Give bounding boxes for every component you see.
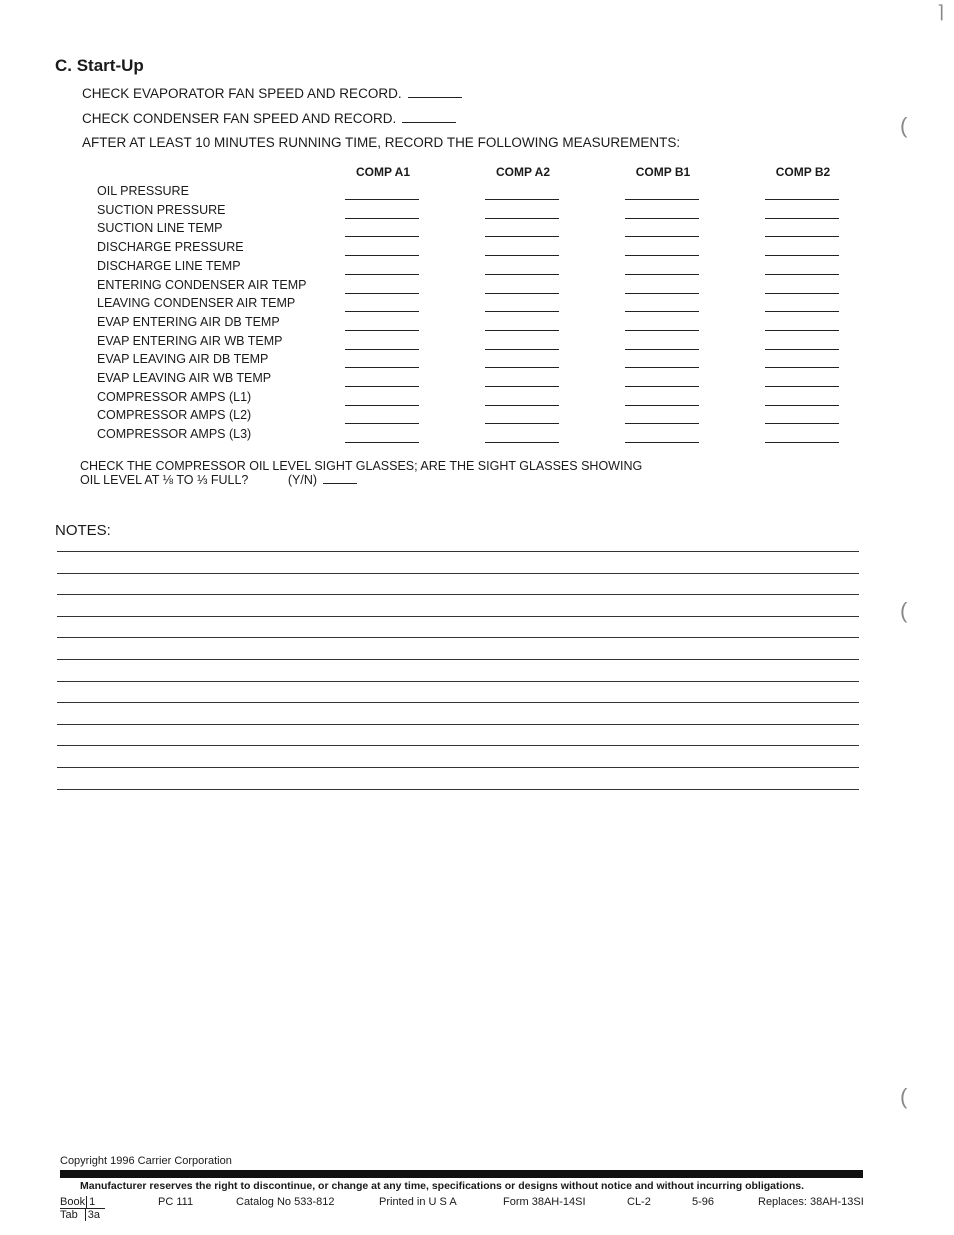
printed-in: Printed in U S A [379,1196,457,1208]
catalog-number: Catalog No 533-812 [236,1196,335,1208]
book-tab-box [60,1196,105,1221]
row-label: SUCTION PRESSURE [97,202,226,217]
cell-comp-b1[interactable] [625,423,699,424]
cell-comp-a1[interactable] [345,405,419,406]
measurements-instruction: AFTER AT LEAST 10 MINUTES RUNNING TIME, RECORD THE FOLLOWING MEASUREMENTS: [82,135,681,150]
footer-bar [60,1170,863,1178]
row-label: EVAP ENTERING AIR DB TEMP [97,314,280,329]
cell-comp-a1[interactable] [345,330,419,331]
row-label: OIL PRESSURE [97,184,189,198]
row-label: EVAP ENTERING AIR WB TEMP [97,333,283,348]
cell-comp-a1[interactable] [345,442,419,443]
notes-line[interactable] [57,702,859,703]
notes-line[interactable] [57,594,859,595]
cell-comp-a1[interactable] [345,255,419,256]
col-header-comp-b1: COMP B1 [635,165,691,179]
cell-comp-b2[interactable] [765,199,839,200]
cell-comp-b2[interactable] [765,218,839,219]
cell-comp-a1[interactable] [345,274,419,275]
cell-comp-b2[interactable] [765,386,839,387]
oil-check-line2 [80,473,642,487]
tab-label: Tab [60,1209,78,1221]
cell-comp-b1[interactable] [625,311,699,312]
cell-comp-b2[interactable] [765,330,839,331]
cell-comp-b2[interactable] [765,405,839,406]
disclaimer: Manufacturer reserves the right to discontinue, or change at any time, specifications or designs without notice and without incurring obligations. [80,1180,805,1192]
cell-comp-a2[interactable] [485,349,559,350]
cell-comp-b2[interactable] [765,255,839,256]
cell-comp-a2[interactable] [485,293,559,294]
cond-fan-label: CHECK CONDENSER FAN SPEED AND RECORD. [82,111,397,126]
oil-check [80,460,642,487]
cell-comp-a2[interactable] [485,442,559,443]
cond-fan-instruction [82,110,456,126]
form-number: Form 38AH-14SI [503,1196,586,1208]
notes-line[interactable] [57,573,859,574]
cell-comp-b2[interactable] [765,367,839,368]
pc-number: PC 111 [158,1196,194,1208]
cell-comp-a1[interactable] [345,349,419,350]
notes-line[interactable] [57,767,859,768]
row-label: COMPRESSOR AMPS (L3) [97,427,252,442]
cell-comp-b1[interactable] [625,199,699,200]
tab-value: 3a [85,1209,100,1221]
notes-line[interactable] [57,616,859,617]
cell-comp-b1[interactable] [625,386,699,387]
notes-line[interactable] [57,659,859,660]
punch-hole-bottom-icon: ( [900,1084,908,1109]
evap-fan-blank[interactable] [408,85,462,98]
cell-comp-a1[interactable] [345,386,419,387]
notes-label: NOTES: [55,522,111,539]
notes-line[interactable] [57,789,859,790]
notes-line[interactable] [57,724,859,725]
notes-line[interactable] [57,745,859,746]
oil-check-yn-label: (Y/N) [287,473,318,487]
cell-comp-b2[interactable] [765,423,839,424]
book-value: 1 [86,1196,105,1209]
notes-line[interactable] [57,551,859,552]
cell-comp-b1[interactable] [625,274,699,275]
cell-comp-b1[interactable] [625,442,699,443]
row-label: EVAP LEAVING AIR DB TEMP [97,352,269,367]
notes-line[interactable] [57,681,859,682]
cell-comp-a2[interactable] [485,236,559,237]
cell-comp-b2[interactable] [765,274,839,275]
row-label: COMPRESSOR AMPS (L1) [97,389,252,404]
cell-comp-a2[interactable] [485,330,559,331]
corner-mark-icon: ⌉ [937,2,945,22]
cell-comp-a2[interactable] [485,274,559,275]
cond-fan-blank[interactable] [402,110,456,123]
cell-comp-b2[interactable] [765,349,839,350]
cell-comp-b1[interactable] [625,367,699,368]
row-label: DISCHARGE LINE TEMP [97,258,241,273]
row-label: ENTERING CONDENSER AIR TEMP [97,277,307,292]
copyright: Copyright 1996 Carrier Corporation [60,1155,232,1167]
cell-comp-b1[interactable] [625,349,699,350]
oil-check-question: OIL LEVEL AT ⅛ TO ⅓ FULL? [80,473,249,487]
cell-comp-b2[interactable] [765,293,839,294]
punch-hole-top-icon: ( [900,113,908,138]
row-label: DISCHARGE PRESSURE [97,240,244,255]
replaces: Replaces: 38AH-13SI [758,1196,864,1208]
col-header-comp-b2: COMP B2 [775,165,831,179]
cell-comp-a2[interactable] [485,255,559,256]
notes-line[interactable] [57,637,859,638]
cell-comp-b2[interactable] [765,311,839,312]
cl-number: CL-2 [627,1196,651,1208]
date-code: 5-96 [692,1196,715,1208]
cell-comp-a1[interactable] [345,199,419,200]
book-label: Book [60,1196,86,1208]
cell-comp-b1[interactable] [625,218,699,219]
col-header-comp-a1: COMP A1 [355,165,410,179]
cell-comp-b1[interactable] [625,293,699,294]
cell-comp-a1[interactable] [345,367,419,368]
cell-comp-a2[interactable] [485,311,559,312]
row-label: COMPRESSOR AMPS (L2) [97,408,252,423]
cell-comp-a1[interactable] [345,236,419,237]
cell-comp-b1[interactable] [625,330,699,331]
row-label: SUCTION LINE TEMP [97,221,223,236]
cell-comp-a1[interactable] [345,311,419,312]
cell-comp-a1[interactable] [345,423,419,424]
cell-comp-b2[interactable] [765,442,839,443]
cell-comp-b2[interactable] [765,236,839,237]
evap-fan-label: CHECK EVAPORATOR FAN SPEED AND RECORD. [82,86,402,101]
cell-comp-a2[interactable] [485,405,559,406]
cell-comp-b1[interactable] [625,255,699,256]
cell-comp-a2[interactable] [485,423,559,424]
cell-comp-a1[interactable] [345,293,419,294]
evap-fan-instruction [82,85,462,101]
oil-check-line1: CHECK THE COMPRESSOR OIL LEVEL SIGHT GLASSES; ARE THE SIGHT GLASSES SHOWING [80,459,643,473]
cell-comp-a2[interactable] [485,218,559,219]
row-label: LEAVING CONDENSER AIR TEMP [97,296,296,311]
cell-comp-b1[interactable] [625,405,699,406]
cell-comp-a2[interactable] [485,367,559,368]
col-header-comp-a2: COMP A2 [495,165,550,179]
punch-hole-middle-icon: ( [900,598,908,623]
cell-comp-a2[interactable] [485,199,559,200]
cell-comp-b1[interactable] [625,236,699,237]
cell-comp-a2[interactable] [485,386,559,387]
section-title: C. Start-Up [55,56,144,75]
cell-comp-a1[interactable] [345,218,419,219]
row-label: EVAP LEAVING AIR WB TEMP [97,371,272,385]
oil-check-yn-blank[interactable] [323,473,357,484]
